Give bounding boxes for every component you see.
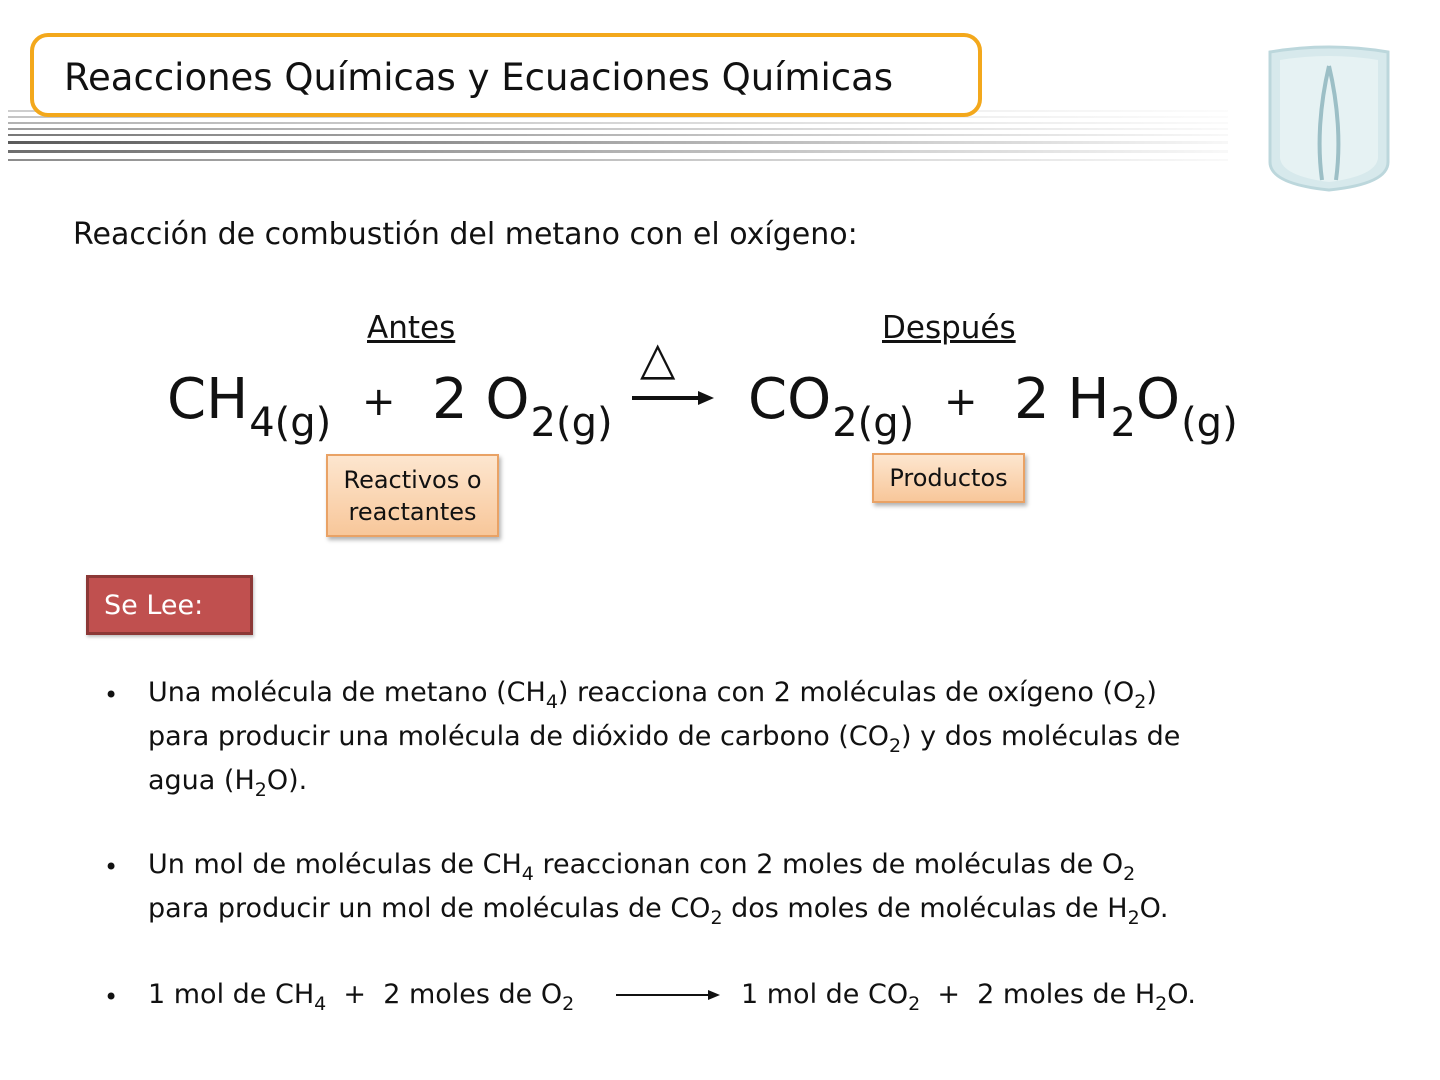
slide-title: Reacciones Químicas y Ecuaciones Químicas [64, 56, 894, 99]
reactants-tag [326, 454, 499, 537]
products-tag-label: Productos [889, 464, 1008, 492]
reactants-tag-label: Reactivos o reactantes [343, 466, 482, 526]
product-co2: $CO_{2(g)}$ [748, 367, 915, 446]
se-lee-badge [86, 575, 253, 635]
bullet-1-line-2: para producir una molécula de dióxido de carbono $(CO_2)$ y dos moléculas de [148, 721, 1181, 757]
plus-sign: + [944, 379, 978, 425]
bullet-2-line-1: Un mol de moléculas de $CH_4$ reaccionan con 2 moles de moléculas de $O_2$ [148, 849, 1136, 885]
bullet-1-line-3: agua $(H_2O)$. [148, 765, 308, 801]
heat-triangle-icon: △ [640, 331, 676, 385]
products-tag [872, 453, 1025, 503]
plus-sign: + [362, 379, 396, 425]
bullet-3-arrow-icon [614, 986, 722, 1004]
bullet-dot: • [104, 983, 119, 1011]
before-label: Antes [367, 310, 456, 346]
title-box [30, 33, 982, 117]
after-label: Después [882, 310, 1016, 346]
product-h2o: 2 $H_2O_{(g)}$ [1014, 367, 1238, 446]
reactant-o2: 2 $O_{2(g)}$ [432, 367, 613, 446]
reaction-arrow-icon [630, 387, 716, 409]
bullet-dot: • [104, 681, 119, 709]
se-lee-label: Se Lee: [104, 590, 204, 621]
bullet-3-products: 1 mol de $CO_2 + 2$ moles de $H_2O$. [741, 979, 1196, 1015]
university-logo-icon [1262, 44, 1396, 194]
intro-text: Reacción de combustión del metano con el oxígeno: [73, 217, 858, 252]
bullet-1-line-1: Una molécula de metano $(CH_4)$ reacciona con 2 moléculas de oxígeno $(O_2)$ [148, 677, 1157, 713]
bullet-3-reactants: 1 mol de $CH_4 + 2$ moles de $O_2$ [148, 979, 575, 1015]
bullet-dot: • [104, 853, 119, 881]
bullet-2-line-2: para producir un mol de moléculas de $CO_2$ dos moles de moléculas de $H_2O$. [148, 893, 1169, 929]
reactant-ch4: $CH_{4(g)}$ [167, 367, 332, 446]
